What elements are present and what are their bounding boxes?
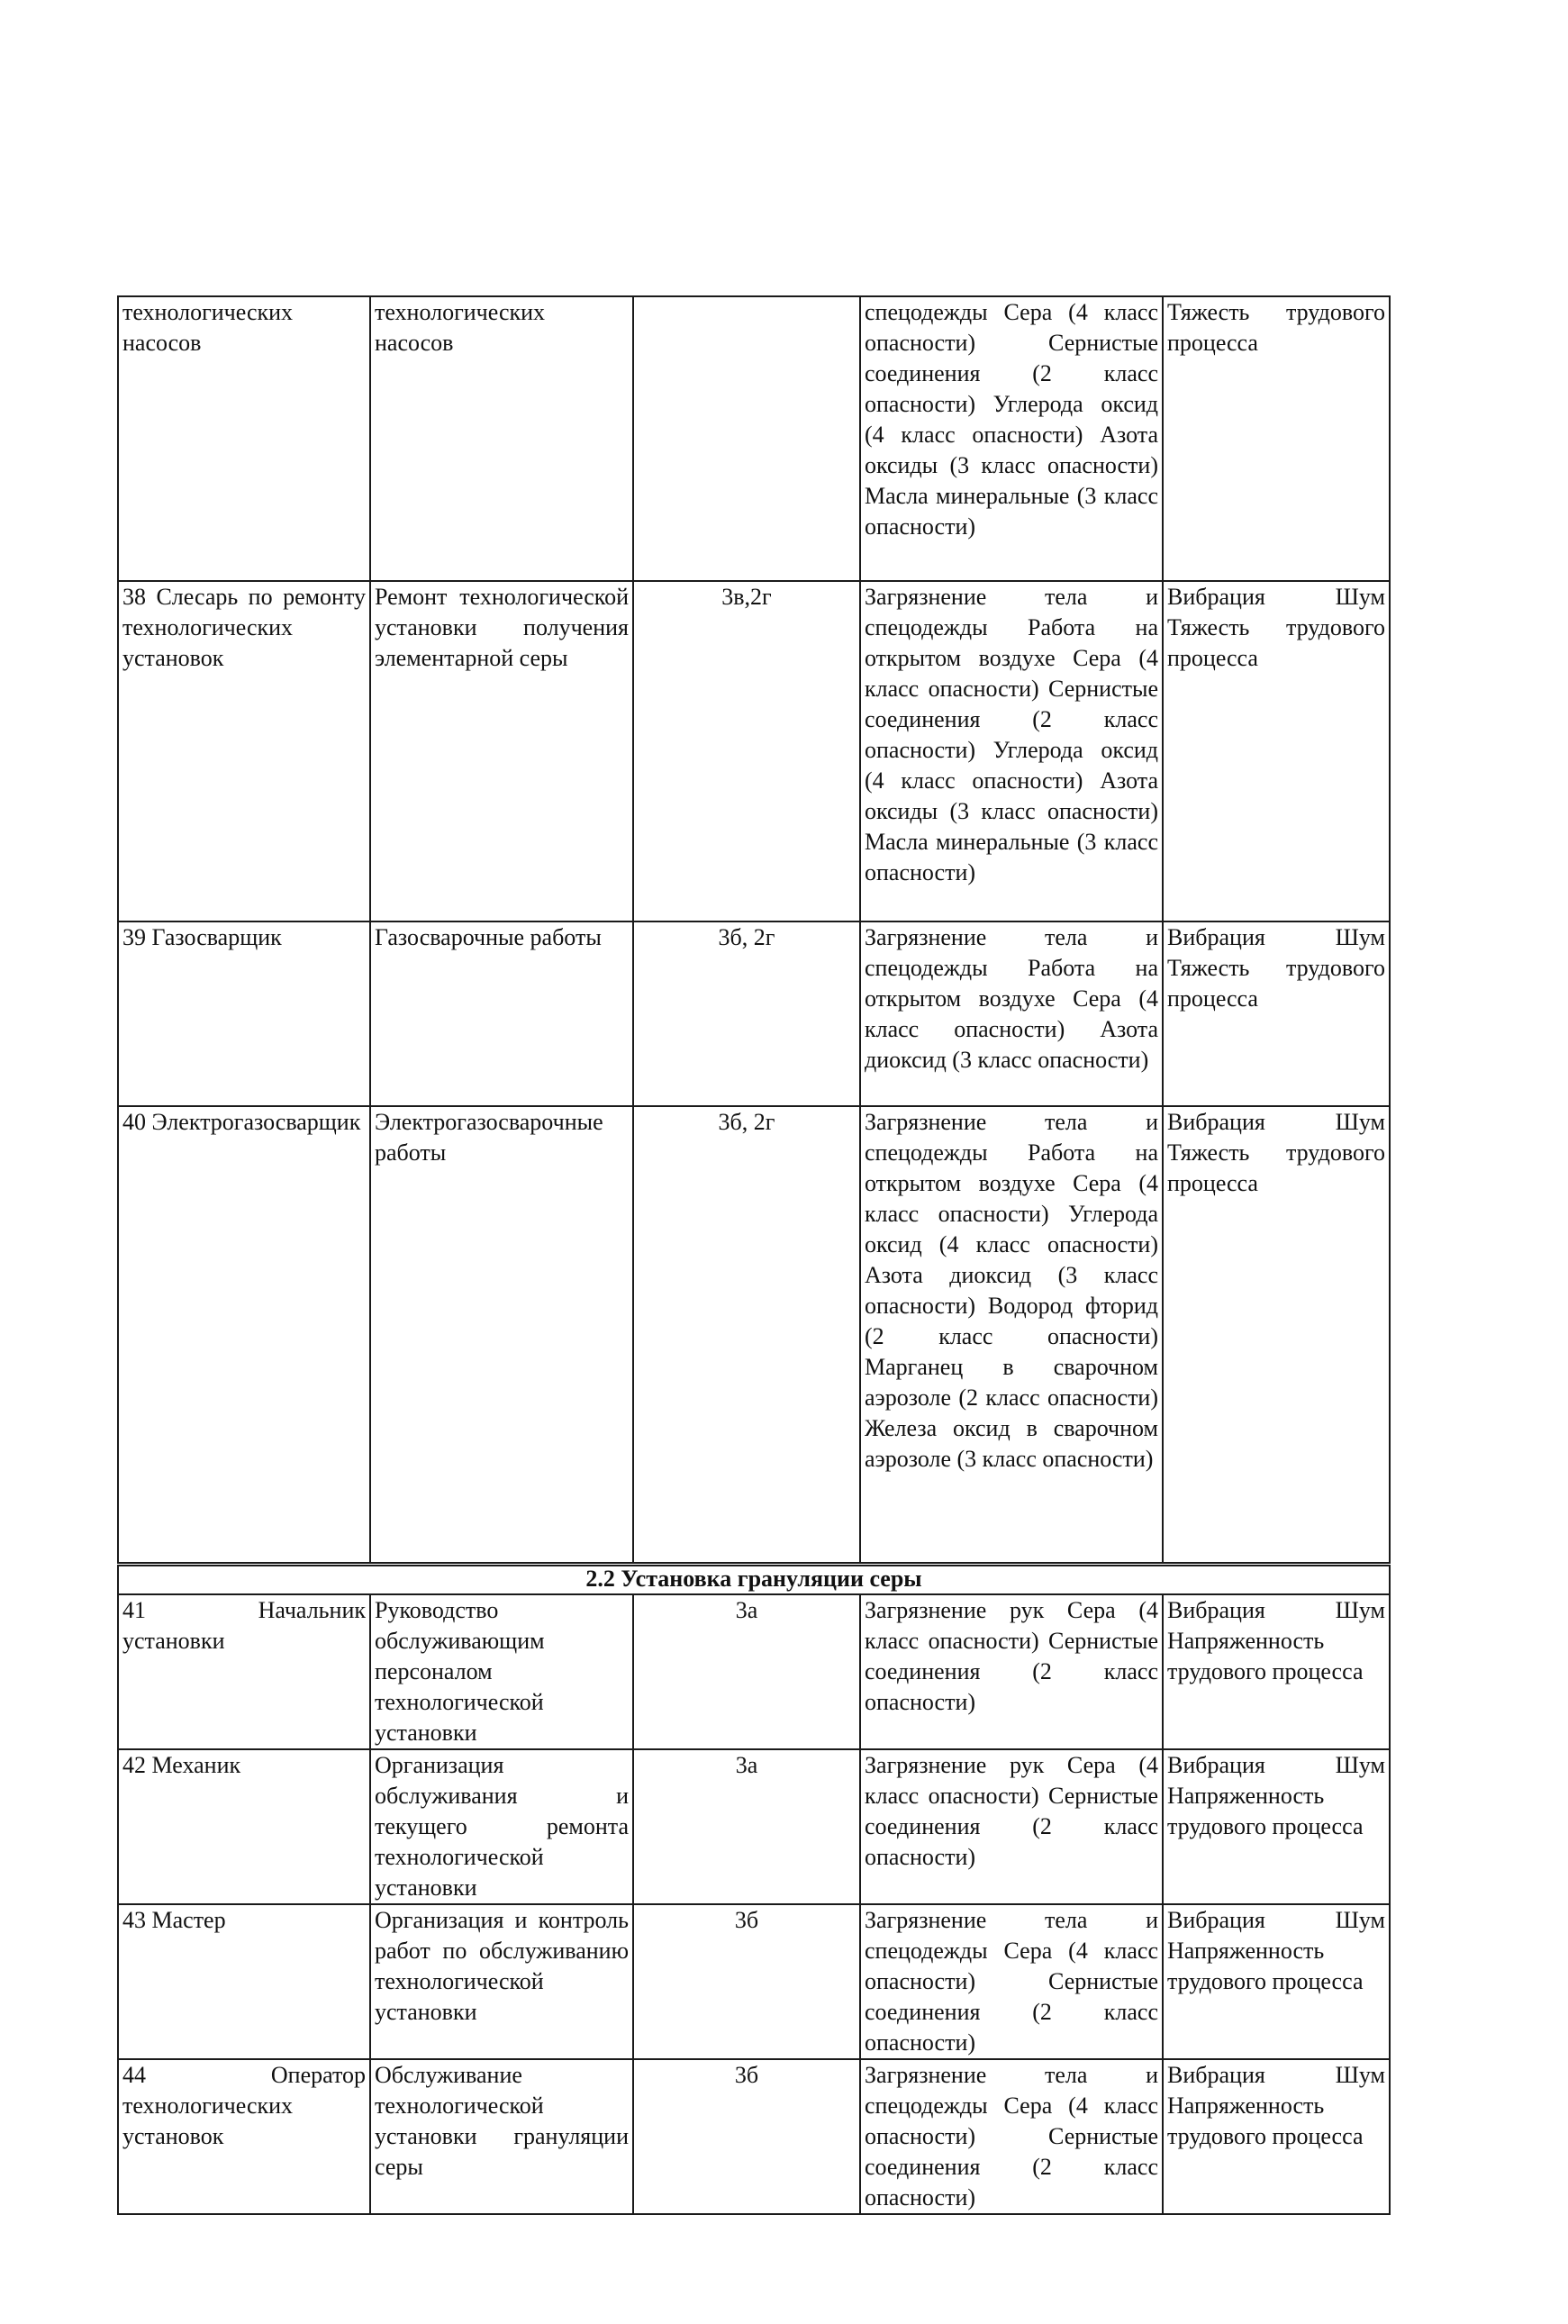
work-cell: Руководство обслуживающим персоналом технологической установки <box>370 1594 633 1749</box>
occupational-hazards-table <box>117 295 1391 2215</box>
work-cell: Организация и контроль работ по обслуживанию технологической установки <box>370 1904 633 2059</box>
table-row-continued <box>118 296 1390 581</box>
profession-cell: 38 Слесарь по ремонту технологических установок <box>118 581 370 921</box>
profession-cell: 44 Оператор технологических установок <box>118 2059 370 2214</box>
other-factors-cell: Вибрация Шум Напряженность трудового процесса <box>1163 1904 1390 2059</box>
class-cell: 3б, 2г <box>633 921 860 1106</box>
table-row-42 <box>118 1749 1390 1904</box>
factors-cell: Загрязнение тела и спецодежды Сера (4 класс опасности) Сернистые соединения (2 класс опасности) <box>860 1904 1163 2059</box>
section-title: 2.2 Установка грануляции серы <box>118 1565 1390 1595</box>
class-cell <box>633 296 860 581</box>
factors-cell: Загрязнение рук Сера (4 класс опасности) Сернистые соединения (2 класс опасности) <box>860 1749 1163 1904</box>
other-factors-cell: Вибрация Шум Тяжесть трудового процесса <box>1163 1106 1390 1565</box>
other-factors-cell: Тяжесть трудового процесса <box>1163 296 1390 581</box>
table-row-38 <box>118 581 1390 921</box>
table-row-43 <box>118 1904 1390 2059</box>
factors-cell: спецодежды Сера (4 класс опасности) Сернистые соединения (2 класс опасности) Углерода оксид (4 класс опасности) Азота оксиды (3 класс опасности) Масла минеральные (3 класс опасности) <box>860 296 1163 581</box>
factors-cell: Загрязнение рук Сера (4 класс опасности) Сернистые соединения (2 класс опасности) <box>860 1594 1163 1749</box>
work-cell: Ремонт технологической установки получения элементарной серы <box>370 581 633 921</box>
class-cell: 3б <box>633 1904 860 2059</box>
class-cell: 3в,2г <box>633 581 860 921</box>
profession-cell: 42 Механик <box>118 1749 370 1904</box>
other-factors-cell: Вибрация Шум Тяжесть трудового процесса <box>1163 581 1390 921</box>
profession-cell: 40 Электрогазосварщик <box>118 1106 370 1565</box>
factors-cell: Загрязнение тела и спецодежды Сера (4 класс опасности) Сернистые соединения (2 класс опасности) <box>860 2059 1163 2214</box>
other-factors-cell: Вибрация Шум Напряженность трудового процесса <box>1163 1749 1390 1904</box>
profession-cell: 43 Мастер <box>118 1904 370 2059</box>
class-cell: 3а <box>633 1594 860 1749</box>
table-row-39 <box>118 921 1390 1106</box>
table-row-40 <box>118 1106 1390 1565</box>
class-cell: 3б, 2г <box>633 1106 860 1565</box>
other-factors-cell: Вибрация Шум Напряженность трудового процесса <box>1163 1594 1390 1749</box>
work-cell: Электрогазосварочные работы <box>370 1106 633 1565</box>
work-cell: технологических насосов <box>370 296 633 581</box>
other-factors-cell: Вибрация Шум Тяжесть трудового процесса <box>1163 921 1390 1106</box>
factors-cell: Загрязнение тела и спецодежды Работа на открытом воздухе Сера (4 класс опасности) Сернистые соединения (2 класс опасности) Углерода оксид (4 класс опасности) Азота оксиды (3 класс опасности) Масла минеральные (3 класс опасности) <box>860 581 1163 921</box>
section-header-row <box>118 1565 1390 1595</box>
other-factors-cell: Вибрация Шум Напряженность трудового процесса <box>1163 2059 1390 2214</box>
factors-cell: Загрязнение тела и спецодежды Работа на открытом воздухе Сера (4 класс опасности) Азота диоксид (3 класс опасности) <box>860 921 1163 1106</box>
profession-cell: 39 Газосварщик <box>118 921 370 1106</box>
profession-cell: 41 Начальник установки <box>118 1594 370 1749</box>
class-cell: 3а <box>633 1749 860 1904</box>
work-cell: Организация обслуживания и текущего ремонта технологической установки <box>370 1749 633 1904</box>
class-cell: 3б <box>633 2059 860 2214</box>
work-cell: Газосварочные работы <box>370 921 633 1106</box>
table-row-44 <box>118 2059 1390 2214</box>
table-row-41 <box>118 1594 1390 1749</box>
work-cell: Обслуживание технологической установки грануляции серы <box>370 2059 633 2214</box>
profession-cell: технологических насосов <box>118 296 370 581</box>
factors-cell: Загрязнение тела и спецодежды Работа на открытом воздухе Сера (4 класс опасности) Углерода оксид (4 класс опасности) Азота диоксид (3 класс опасности) Водород фторид (2 класс опасности) Марганец в сварочном аэрозоле (2 класс опасности) Железа оксид в сварочном аэрозоле (3 класс опасности) <box>860 1106 1163 1565</box>
